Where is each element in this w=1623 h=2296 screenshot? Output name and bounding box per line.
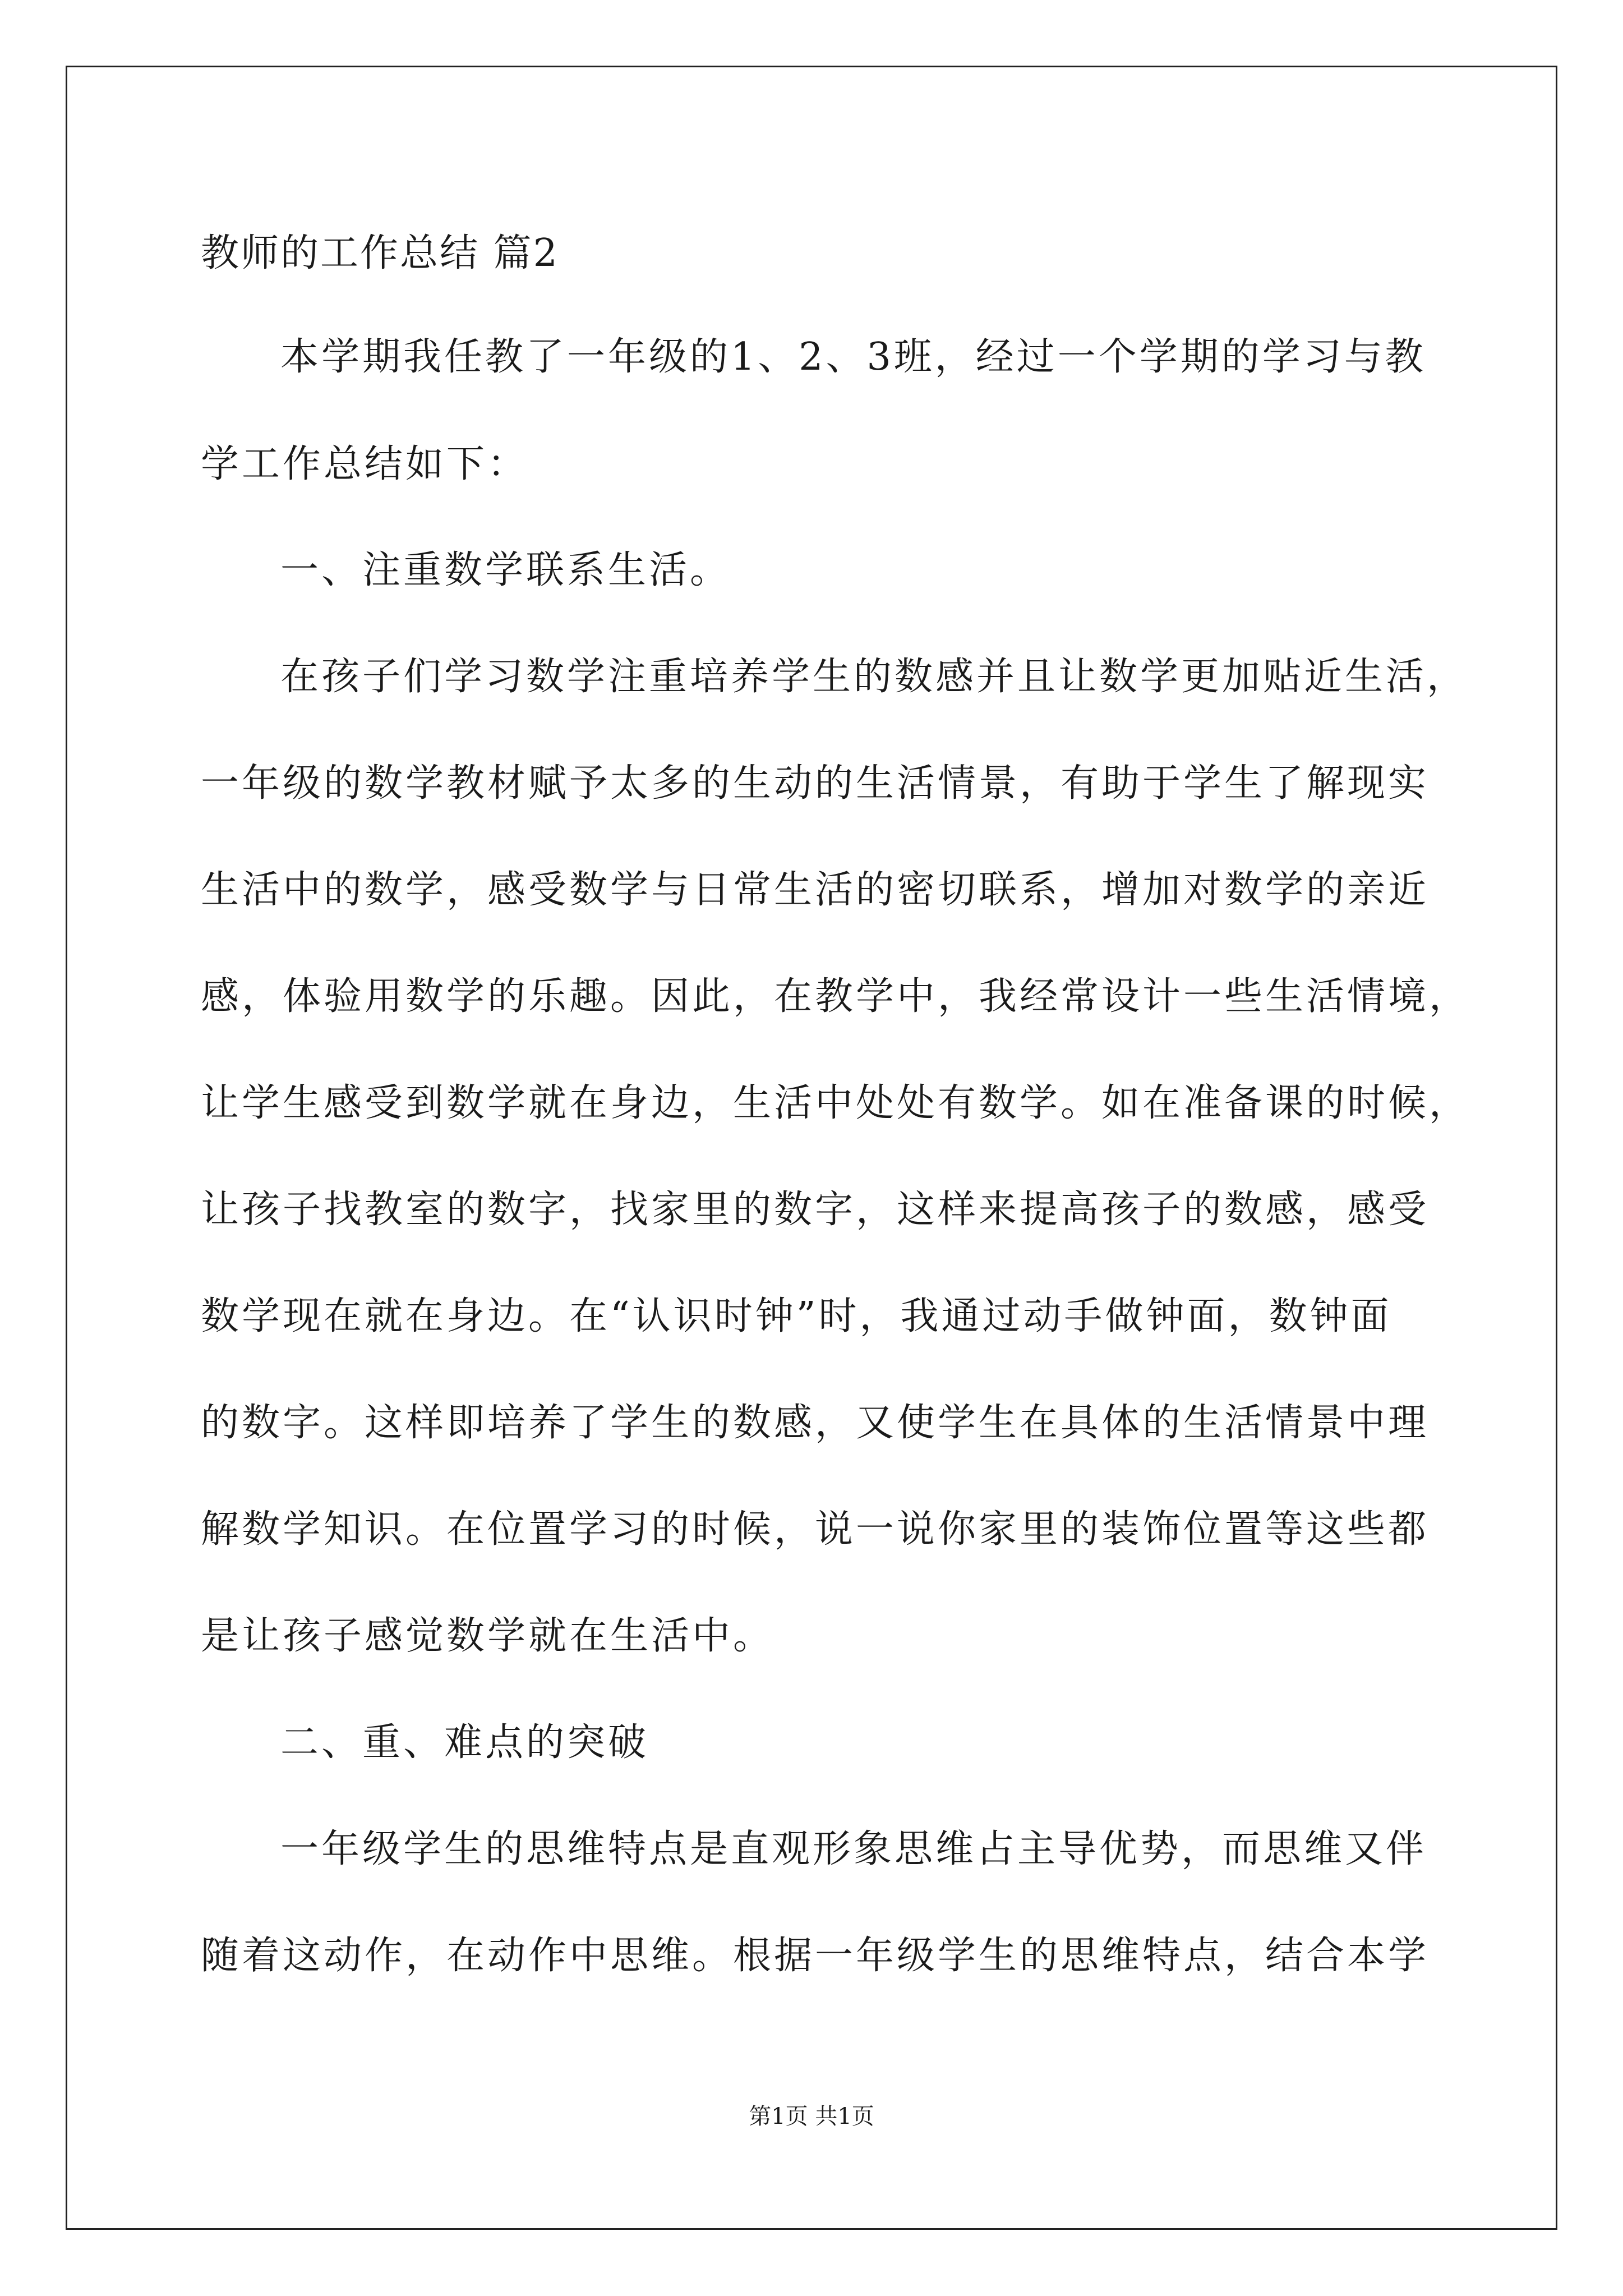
paragraph-line: 让孩子找教室的数字，找家里的数字，这样来提高孩子的数感，感受 [201,1188,1430,1232]
page-footer: 第1页 共1页 [749,2104,874,2129]
paragraph-line: 解数学知识。在位置学习的时候，说一说你家里的装饰位置等这些都 [201,1507,1430,1552]
paragraph-line: 感，体验用数学的乐趣。因此，在教学中，我经常设计一些生活情境， [201,974,1470,1019]
paragraph-line: 是让孩子感觉数学就在生活中。 [201,1614,774,1658]
paragraph-line: 随着这动作，在动作中思维。根据一年级学生的思维特点，结合本学 [201,1934,1430,1978]
section-heading: 二、重、难点的突破 [280,1720,649,1765]
document-title: 教师的工作总结 篇2 [201,231,559,275]
paragraph-line: 本学期我任教了一年级的1、2、3班，经过一个学期的学习与教 [280,335,1426,379]
paragraph-line: 在孩子们学习数学注重培养学生的数感并且让数学更加贴近生活， [280,655,1468,699]
paragraph-line: 一年级学生的思维特点是直观形象思维占主导优势，而思维又伴 [280,1827,1427,1871]
paragraph-line: 生活中的数学，感受数学与日常生活的密切联系，增加对数学的亲近 [201,868,1430,912]
paragraph-line: 一年级的数学教材赋予太多的生动的生活情景，有助于学生了解现实 [201,761,1430,806]
paragraph-line: 数学现在就在身边。在“认识时钟”时，我通过动手做钟面，数钟面 [201,1294,1392,1338]
paragraph-line: 让学生感受到数学就在身边，生活中处处有数学。如在准备课的时候， [201,1081,1470,1125]
page-border [66,66,1557,2230]
paragraph-line: 学工作总结如下： [201,442,529,486]
section-heading: 一、注重数学联系生活。 [280,548,731,592]
paragraph-line: 的数字。这样即培养了学生的数感，又使学生在具体的生活情景中理 [201,1401,1430,1445]
